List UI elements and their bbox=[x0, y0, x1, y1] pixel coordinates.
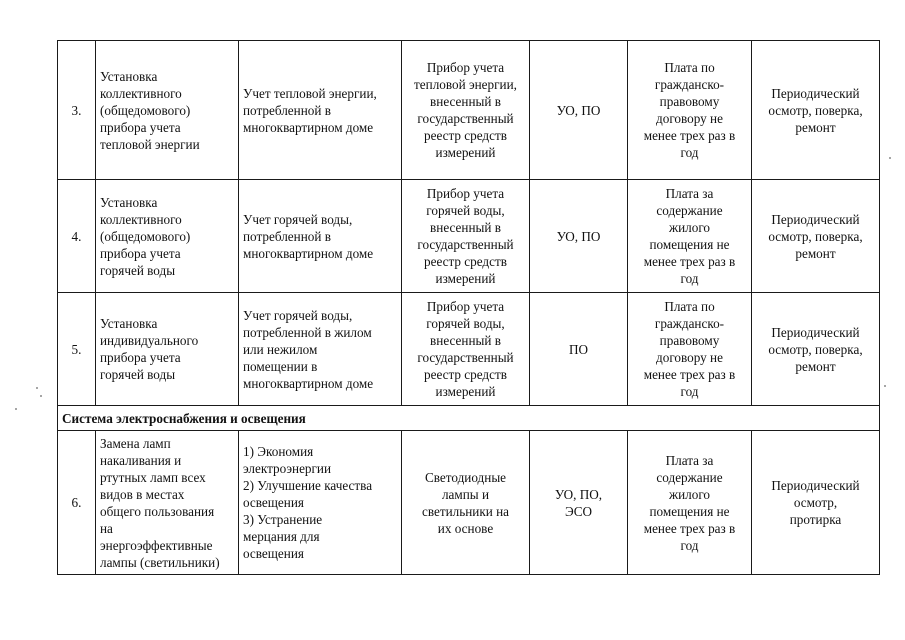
equipment-cell bbox=[402, 293, 530, 406]
measure-name-cell bbox=[96, 431, 239, 575]
service-cell bbox=[752, 41, 880, 180]
row-number-cell bbox=[58, 41, 96, 180]
service-text: Периодический осмотр, поверка, ремонт bbox=[768, 85, 863, 135]
service-text: Периодический осмотр, поверка, ремонт bbox=[768, 324, 863, 374]
payment-text: Плата за содержание жилого помещения не менее трех раз в год bbox=[643, 452, 736, 553]
payment-text: Плата за содержание жилого помещения не менее трех раз в год bbox=[643, 186, 736, 286]
row-number-cell bbox=[58, 293, 96, 406]
service-cell bbox=[752, 431, 880, 575]
row-number-cell bbox=[58, 431, 96, 575]
measure-purpose-cell bbox=[239, 41, 402, 180]
measure-name: Установка индивидуального прибора учета горячей воды bbox=[100, 316, 199, 382]
equipment-text: Светодиодные лампы и светильники на их основе bbox=[421, 469, 510, 536]
executor-text: ПО bbox=[568, 341, 589, 357]
scan-speck bbox=[15, 408, 17, 410]
measure-purpose-cell bbox=[239, 180, 402, 293]
row-number: 5. bbox=[71, 341, 82, 357]
payment-cell bbox=[628, 41, 752, 180]
measure-purpose: Учет горячей воды, потребленной в многоквартирном доме bbox=[243, 211, 374, 261]
section-title: Система электроснабжения и освещения bbox=[62, 410, 306, 426]
executor-text: УО, ПО bbox=[556, 228, 601, 244]
measure-purpose-cell bbox=[239, 431, 402, 575]
row-number-cell bbox=[58, 180, 96, 293]
equipment-cell bbox=[402, 431, 530, 575]
payment-text: Плата по гражданско- правовому договору не менее трех раз в год bbox=[643, 60, 736, 160]
measure-name: Установка коллективного (общедомового) прибора учета тепловой энергии bbox=[100, 68, 200, 152]
measures-table bbox=[57, 40, 880, 575]
equipment-text: Прибор учета горячей воды, внесенный в государственный реестр средств измерений bbox=[417, 186, 514, 286]
executor-cell bbox=[530, 293, 628, 406]
measure-name: Замена ламп накаливания и ртутных ламп всех видов в местах общего пользования на энергоэффективные лампы (светильники) bbox=[100, 435, 220, 570]
equipment-text: Прибор учета горячей воды, внесенный в государственный реестр средств измерений bbox=[417, 299, 514, 399]
row-number: 6. bbox=[71, 495, 82, 510]
measure-purpose: 1) Экономия электроэнергии 2) Улучшение качества освещения 3) Устранение мерцания для освещения bbox=[243, 444, 373, 561]
payment-cell bbox=[628, 431, 752, 575]
equipment-cell bbox=[402, 180, 530, 293]
measure-name: Установка коллективного (общедомового) прибора учета горячей воды bbox=[100, 194, 191, 278]
executor-cell bbox=[530, 431, 628, 575]
service-cell bbox=[752, 180, 880, 293]
executor-cell bbox=[530, 180, 628, 293]
scan-speck bbox=[889, 157, 891, 159]
executor-cell bbox=[530, 41, 628, 180]
measure-name-cell bbox=[96, 180, 239, 293]
scan-speck bbox=[884, 385, 886, 387]
measure-name-cell bbox=[96, 41, 239, 180]
executor-text: УО, ПО bbox=[556, 102, 601, 118]
service-text: Периодический осмотр, поверка, ремонт bbox=[768, 211, 863, 261]
row-number: 4. bbox=[71, 228, 82, 244]
service-text: Периодический осмотр, протирка bbox=[771, 478, 860, 527]
table-row bbox=[58, 41, 880, 180]
measure-purpose: Учет горячей воды, потребленной в жилом или нежилом помещении в многоквартирном доме bbox=[243, 307, 374, 391]
table-row bbox=[58, 293, 880, 406]
section-header-row bbox=[58, 406, 880, 431]
equipment-text: Прибор учета тепловой энергии, внесенный в государственный реестр средств измерений bbox=[414, 60, 517, 160]
equipment-cell bbox=[402, 41, 530, 180]
service-cell bbox=[752, 293, 880, 406]
executor-text: УО, ПО, ЭСО bbox=[554, 486, 603, 519]
scan-speck bbox=[40, 395, 42, 397]
scan-speck bbox=[36, 387, 38, 389]
section-header bbox=[58, 406, 880, 431]
payment-cell bbox=[628, 180, 752, 293]
table-row bbox=[58, 431, 880, 575]
measure-name-cell bbox=[96, 293, 239, 406]
payment-text: Плата по гражданско- правовому договору не менее трех раз в год bbox=[643, 299, 736, 399]
row-number: 3. bbox=[71, 102, 82, 118]
measure-purpose-cell bbox=[239, 293, 402, 406]
table-row bbox=[58, 180, 880, 293]
payment-cell bbox=[628, 293, 752, 406]
measure-purpose: Учет тепловой энергии, потребленной в многоквартирном доме bbox=[243, 85, 377, 135]
